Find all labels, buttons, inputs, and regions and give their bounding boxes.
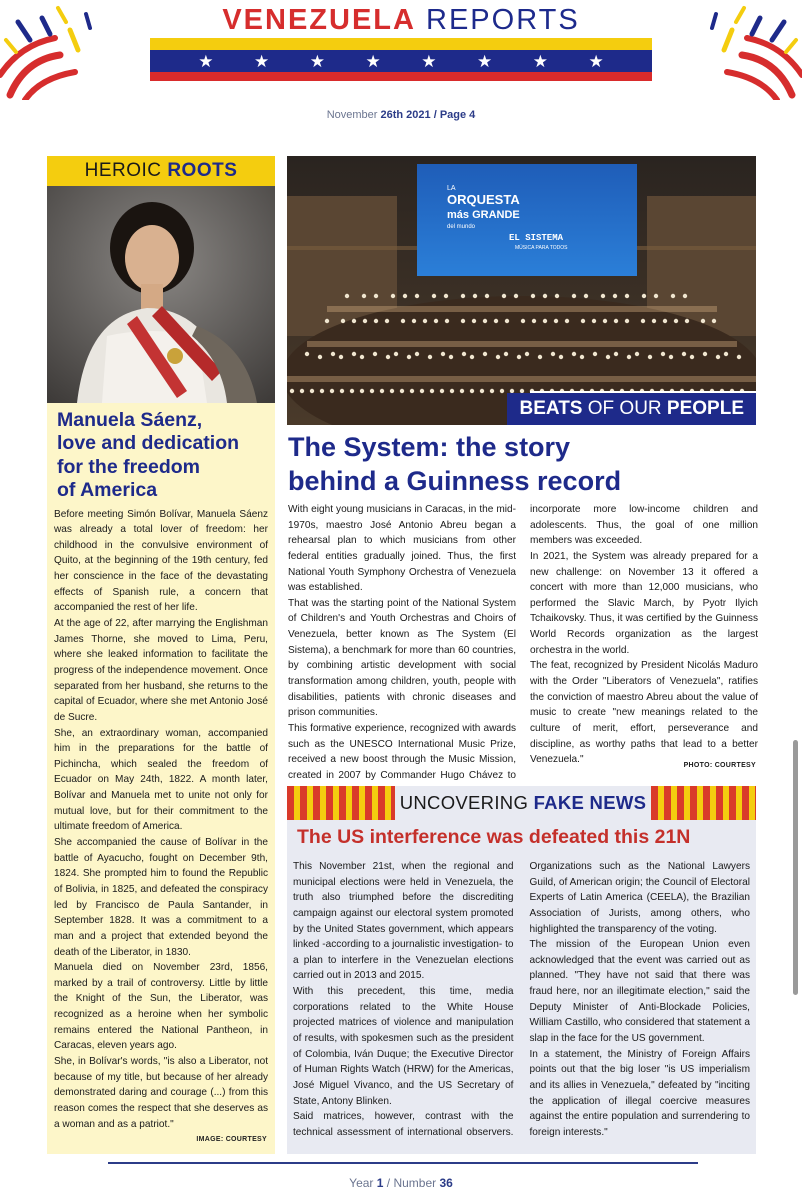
musician-dot (423, 319, 427, 323)
star-icon: ★ (532, 51, 548, 71)
heroic-roots-sidebar (47, 156, 275, 1154)
musician-dot (514, 294, 518, 298)
musician-dot (504, 352, 508, 356)
paragraph: At the age of 22, after marrying the Englishman James Thorne, she moved to Lima, Peru, where she leaked information to facilitate the progress of the independence movement. Once separated from her husband, she returns to the capital of Ecuador, where she met Antonio José de Sucre. (54, 618, 268, 723)
musician-dot (331, 352, 335, 356)
section-header-plain: UNCOVERING (399, 792, 534, 813)
musician-dot (614, 352, 618, 356)
musician-dot (593, 352, 597, 356)
musician-dot (310, 389, 314, 393)
musician-dot (712, 319, 716, 323)
musician-dot (669, 355, 673, 359)
musician-dot (450, 389, 454, 393)
musician-dot (300, 389, 304, 393)
musician-dot (412, 319, 416, 323)
star-icon: ★ (309, 51, 325, 71)
musician-dot (572, 352, 576, 356)
musician-dot (449, 355, 453, 359)
musician-dot (305, 352, 309, 356)
musician-dot (703, 352, 707, 356)
screen-text: del mundo (447, 224, 476, 230)
musician-dot (461, 294, 465, 298)
title-rest: REPORTS (415, 4, 580, 36)
headline-line: The System: the story (288, 432, 571, 462)
dateline (0, 109, 802, 121)
paragraph: With eight young musicians in Caracas, in the mid-1970s, maestro José Antonio Abreu began a rehearsal plan to which musicians from other federal entities gradually joined. Thus, the first National Youth Symphony Orchestra of Venezuela was established. (288, 504, 516, 594)
musician-dot (494, 319, 498, 323)
musician-dot (434, 319, 438, 323)
paragraph: Said matrices, however, contrast with the technical assessment of international observers. Organizations such as the National Lawyers Guild, of American origin; the Council of Electoral Experts of Latin America (CEELA), the Brazilian Association of Jurists, among others, who highlighted the transparency of the voting. (293, 861, 750, 1138)
musician-dot (554, 319, 558, 323)
number-label: / Number (383, 1176, 440, 1190)
year-value: 1 (376, 1176, 384, 1190)
title-line: of America (57, 479, 158, 502)
musician-dot (490, 389, 494, 393)
musician-dot (363, 319, 367, 323)
paragraph: She, in Bolívar's words, "is also a Liberator, not because of my title, but because of her already demonstrated daring and courage (...) from this reason comes the respect that she deserves as a woman and as a patriot." (54, 1055, 268, 1130)
musician-dot (502, 294, 506, 298)
musician-dot (340, 389, 344, 393)
musician-dot (472, 319, 476, 323)
musician-dot (500, 389, 504, 393)
musician-dot (559, 355, 563, 359)
musician-dot (460, 389, 464, 393)
striped-header-band (287, 786, 756, 820)
musician-dot (325, 319, 329, 323)
musician-dot (362, 294, 366, 298)
fake-news-box (287, 786, 756, 1154)
musician-dot (543, 294, 547, 298)
paragraph: With this precedent, this time, media corporations related to the White House projected matrices of violence and manipulation of results, with spokesmen such as the president of Colombia, Iván Duque; the Executive Director of Human Rights Watch (HRW) for the Americas, José Miguel Vivanco, and the US Secretary of State, Antony Blinken. (293, 986, 514, 1107)
screen-text: MÚSICA PARA TODOS (515, 245, 568, 251)
musician-dot (480, 389, 484, 393)
musician-dot (674, 319, 678, 323)
year-label: Year (349, 1176, 377, 1190)
musician-dot (625, 319, 629, 323)
musician-dot (470, 389, 474, 393)
headline-line: behind a Guinness record (288, 466, 622, 497)
musician-dot (374, 319, 378, 323)
date-prefix: November (326, 109, 381, 121)
musician-dot (641, 319, 645, 323)
section-header (47, 156, 275, 186)
masthead (0, 0, 802, 100)
musician-dot (603, 319, 607, 323)
title-line: love and dedication (57, 432, 240, 455)
musician-dot (625, 294, 629, 298)
musician-dot (428, 355, 432, 359)
musician-dot (682, 352, 686, 356)
musician-dot (410, 389, 414, 393)
musician-dot (601, 294, 605, 298)
musician-dot (565, 319, 569, 323)
musician-dot (614, 319, 618, 323)
musician-dot (374, 294, 378, 298)
musician-dot (330, 389, 334, 393)
section-header-plain: HEROIC (84, 160, 168, 181)
musician-dot (580, 355, 584, 359)
musician-dot (606, 355, 610, 359)
musician-dot (538, 355, 542, 359)
label-mid: OF OUR (582, 398, 667, 419)
musician-dot (485, 294, 489, 298)
star-icon: ★ (421, 51, 437, 71)
musician-dot (290, 389, 294, 393)
musician-dot (407, 355, 411, 359)
musician-dot (385, 319, 389, 323)
musician-dot (360, 389, 364, 393)
date-page: 26th 2021 / Page 4 (380, 109, 476, 121)
musician-dot (654, 294, 658, 298)
musician-dot (320, 389, 324, 393)
fake-news-headline: The US interference was defeated this 21N (297, 826, 691, 848)
musician-dot (483, 352, 487, 356)
musician-dot (635, 352, 639, 356)
flag-blue-stripe (150, 50, 652, 72)
paragraph: This formative experience, recognized with awards such as the UNESCO International Music Prize, received a new boost through the Music Mission, created in 2007 by Commander Hugo Chávez to incorporate more low-income children and adolescents. Thus, the goal of one million members was exceeded. (288, 504, 758, 781)
fake-news-body (287, 849, 756, 1141)
flag-yellow-stripe (150, 38, 652, 50)
musician-dot (415, 294, 419, 298)
musician-dot (724, 352, 728, 356)
photo-section-label (507, 393, 756, 425)
musician-dot (461, 319, 465, 323)
orchestra-illustration (287, 156, 756, 425)
screen-text: más GRANDE (447, 209, 520, 221)
title-accent: VENEZUELA (222, 4, 416, 36)
musician-dot (403, 294, 407, 298)
title-line: Manuela Sáenz, (57, 409, 203, 431)
paragraph: Manuela died on November 23rd, 1856, marked by a trail of controversy. Little by little the Knight of the Sun, the Liberator, was recognized as a heroine when her symbolic remains entered the National Pantheon, in Caracas, eleven years ago. (54, 962, 268, 1052)
paragraph: In a statement, the Ministry of Foreign Affairs points out that the big loser "is US imperialism and its allies in Venezuela," defeated by "inciting the application of illegal coercive measures against the entire population and surrendering to foreign interests." (529, 1048, 750, 1138)
title-line: for the freedom (57, 455, 201, 478)
musician-dot (716, 355, 720, 359)
paragraph: In 2021, the System was already prepared for a new challenge: on November 13 it offered a concert with more than 12,000 musicians, who performed the Slavic March, by Pyotr Ilyich Tchaikovsky. Thus, it was certified by the Guinness World Records organization as the largest orchestra in the world. (530, 550, 758, 656)
issue-info (0, 1176, 802, 1190)
musician-dot (415, 352, 419, 356)
sidebar-article-body (47, 507, 275, 1133)
musician-dot (445, 319, 449, 323)
paragraph: The mission of the European Union even acknowledged that the event was carried out as planned. "They have not said that there was fraud here, nor an illegitimate election," said the Deputy Minister of Anti-Blockade Policies, William Castillo, who considered that statement a slap in the face for the US government. (529, 939, 750, 1045)
musician-dot (341, 319, 345, 323)
musician-dot (386, 355, 390, 359)
section-header (395, 786, 651, 820)
musician-dot (444, 294, 448, 298)
musician-dot (400, 389, 404, 393)
musician-dot (432, 294, 436, 298)
musician-dot (462, 352, 466, 356)
feature-article-body (288, 502, 758, 784)
musician-dot (737, 355, 741, 359)
musician-dot (584, 294, 588, 298)
musician-dot (505, 319, 509, 323)
paragraph: Before meeting Simón Bolívar, Manuela Sáenz was already a total lover of freedom: her childhood in the convulsive environment of Quito, at the beginning of the 19th century, fed her conscience in the face of the devastating effects of Spanish rule, a concern that accompanied the rest of her life. (54, 508, 268, 614)
musician-dot (394, 352, 398, 356)
publication-title (0, 4, 802, 37)
musician-dot (430, 389, 434, 393)
section-header-bold: FAKE NEWS (533, 792, 647, 813)
portrait-image (47, 186, 275, 403)
musician-dot (370, 389, 374, 393)
portrait-illustration (47, 186, 275, 403)
star-icon: ★ (588, 51, 604, 71)
musician-dot (572, 294, 576, 298)
feature-headline (288, 430, 758, 499)
musician-dot (483, 319, 487, 323)
musician-dot (360, 355, 364, 359)
label-end: PEOPLE (666, 398, 744, 419)
musician-dot (661, 352, 665, 356)
paragraph: The feat, recognized by President Nicolás Maduro with the Order "Liberators of Venezuela", ratifies the conviction of maestro Abreu about the value of music to create "new meanings related to the culture of merit, effort, perseverance and discipline, as worthy paths that lead to a better Venezuela." (530, 660, 758, 766)
musician-dot (648, 355, 652, 359)
musician-dot (663, 319, 667, 323)
star-icon: ★ (198, 51, 214, 71)
musician-dot (543, 319, 547, 323)
musician-dot (521, 319, 525, 323)
musician-dot (391, 294, 395, 298)
musician-dot (551, 352, 555, 356)
musician-dot (642, 294, 646, 298)
musician-dot (627, 355, 631, 359)
musician-dot (555, 294, 559, 298)
musician-dot (352, 352, 356, 356)
page-footer (0, 1162, 802, 1200)
musician-dot (318, 355, 322, 359)
number-value: 36 (439, 1176, 453, 1190)
screen-text: ORQUESTA (447, 192, 520, 207)
screen-text: EL SISTEMA (509, 233, 564, 243)
musician-dot (470, 355, 474, 359)
musician-dot (683, 294, 687, 298)
flag-red-stripe (150, 72, 652, 81)
screen-text: LA (447, 185, 456, 192)
sidebar-article-title (47, 403, 275, 507)
musician-dot (420, 389, 424, 393)
musician-dot (517, 355, 521, 359)
star-icon: ★ (254, 51, 270, 71)
musician-dot (701, 319, 705, 323)
musician-dot (592, 319, 596, 323)
musician-dot (652, 319, 656, 323)
musician-dot (671, 294, 675, 298)
musician-dot (373, 352, 377, 356)
musician-dot (473, 294, 477, 298)
musician-dot (350, 389, 354, 393)
musician-dot (581, 319, 585, 323)
flag-banner (150, 38, 652, 81)
scrollbar[interactable] (793, 740, 798, 995)
musician-dot (440, 389, 444, 393)
musician-dot (531, 294, 535, 298)
musician-dot (401, 319, 405, 323)
musician-dot (390, 389, 394, 393)
footer-divider (108, 1162, 698, 1164)
paragraph: This November 21st, when the regional and municipal elections were held in Venezuela, the truth also triumphed before the discrediting campaign against our electoral system promoted by the United States government, which appears linked -according to a journalistic investigation- to a plan to interfere in the Venezuelan elections carried out in 2013 and 2015. (293, 861, 514, 982)
star-icon: ★ (365, 51, 381, 71)
musician-dot (380, 389, 384, 393)
paragraph: She, an extraordinary woman, accompanied him in the preparations for the battle of Pichincha, which sealed the freedom of Ecuador on May 24th, 1822. A month later, Bolívar and Manuela met to unite not only for mutual love, but for their commitment to the ultimate freedom of America. (54, 727, 268, 833)
section-header-bold: ROOTS (167, 160, 238, 181)
musician-dot (496, 355, 500, 359)
musician-dot (613, 294, 617, 298)
image-credit: IMAGE: COURTESY (196, 1136, 267, 1144)
musician-dot (532, 319, 536, 323)
orchestra-photo (287, 156, 756, 425)
star-icon: ★ (477, 51, 493, 71)
musician-dot (690, 355, 694, 359)
musician-dot (525, 352, 529, 356)
musician-dot (352, 319, 356, 323)
musician-dot (441, 352, 445, 356)
paragraph: That was the starting point of the National System of Children's and Youth Orchestras and Choirs of Venezuela, better known as The System (El Sistema), a benchmark for more than 60 countries, by combining artistic development with social transformation among children, youth, people with disabilities, patients with chronic diseases and prison communities. (288, 597, 516, 719)
paragraph: She accompanied the cause of Bolívar in the battle of Ayacucho, fought on December 9th, 1824. She prompted him to found the Republic of Bolivia, in 1825, and defeated the conspiracy led by Francisco de Paula Santander, in September 1828. It was a commitment to a man and a project that extended beyond the death of the Liberator, in 1830. (54, 837, 268, 958)
photo-credit: PHOTO: COURTESY (683, 762, 756, 769)
musician-dot (345, 294, 349, 298)
musician-dot (685, 319, 689, 323)
label-bold: BEATS (519, 398, 583, 419)
musician-dot (339, 355, 343, 359)
